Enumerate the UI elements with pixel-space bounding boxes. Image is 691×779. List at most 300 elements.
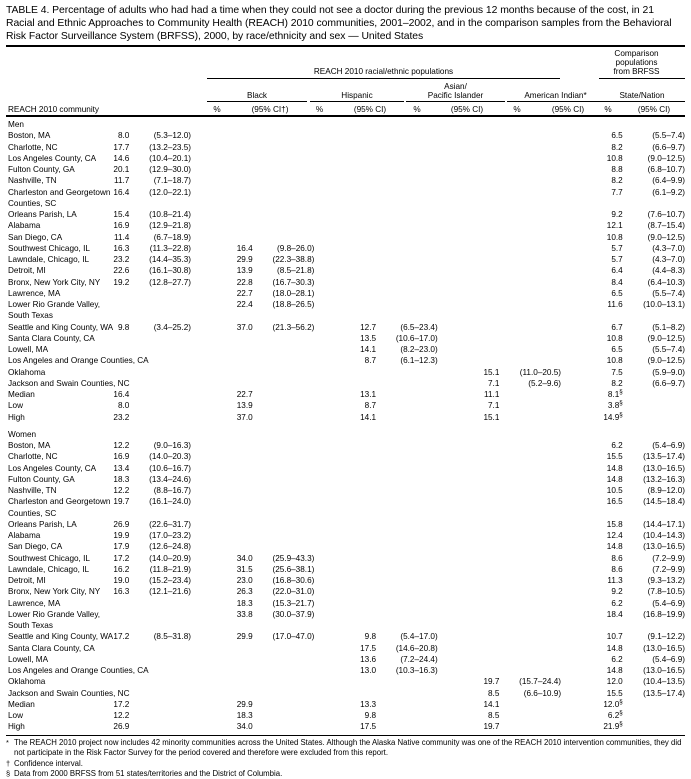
black-ci (129, 676, 191, 687)
american-indian-ci: (6.6–10.9) (523, 688, 562, 698)
hispanic-pct (191, 474, 253, 485)
asian-ci (376, 564, 438, 575)
black-pct: 26.9 (113, 519, 130, 529)
state-nation-ci: (9.0–12.5) (647, 153, 685, 163)
hispanic-ci: (15.3–21.7) (272, 598, 315, 608)
footnote-marker: § (6, 768, 11, 778)
black-ci (129, 412, 191, 423)
asian-pct: 9.8 (364, 632, 377, 642)
black-pct: 12.2 (113, 486, 130, 495)
state-nation-pct: 6.5 (611, 131, 623, 141)
asian-pct (314, 676, 376, 687)
footnote-text: The REACH 2010 project now includes 42 minority communities across the United States. Although the Alaska Native community was one of the REACH 2010 intervention communities, they did not participate in the Risk Factor Survey for the period covered and therefore were excluded from this report. (14, 738, 682, 758)
state-nation-ci (623, 310, 685, 321)
asian-ci (376, 721, 438, 732)
hispanic-pct (191, 198, 253, 209)
black-ci: (6.7–18.9) (153, 232, 192, 242)
american-indian-ci (499, 130, 561, 141)
hispanic-pct (191, 451, 253, 462)
black-pct: 12.2 (113, 711, 130, 720)
state-nation-ci: (16.8–19.9) (643, 609, 685, 619)
asian-ci (376, 254, 438, 265)
asian-pct (314, 530, 376, 541)
black-pct (68, 198, 130, 209)
american-indian-ci (499, 389, 561, 400)
state-nation-pct (561, 508, 623, 519)
black-pct (68, 620, 130, 631)
american-indian-ci (499, 541, 561, 552)
black-pct: 17.2 (113, 699, 130, 709)
asian-ci (376, 519, 438, 530)
asian-ci (376, 299, 438, 310)
black-ci (129, 508, 191, 519)
community-name: Orleans Parish, LA (8, 519, 77, 529)
state-nation-ci: (7.6–10.7) (647, 210, 685, 219)
table-row (6, 130, 685, 141)
table-row (6, 164, 685, 175)
community-name: South Texas (8, 621, 53, 630)
asian-pct: 8.7 (364, 356, 377, 366)
black-ci: (7.1–18.7) (153, 176, 192, 186)
asian-pct (314, 198, 376, 209)
black-ci: (8.8–16.7) (153, 486, 192, 495)
asian-pct (314, 288, 376, 299)
hispanic-pct: 34.0 (236, 722, 253, 732)
american-indian-ci (499, 530, 561, 541)
hispanic-pct (191, 153, 253, 164)
asian-ci (376, 530, 438, 541)
american-indian-ci (499, 620, 561, 631)
american-indian-ci (499, 187, 561, 198)
state-nation-pct: 15.8 (606, 519, 623, 529)
community-name: High (8, 412, 25, 422)
hispanic-ci: (22.3–38.8) (272, 255, 315, 264)
asian-ci (376, 187, 438, 198)
black-pct: 18.3 (113, 474, 130, 484)
header-state-nation-pct: % (604, 105, 612, 114)
hispanic-ci (253, 474, 315, 485)
american-indian-pct (438, 620, 500, 631)
black-pct: 16.2 (113, 564, 130, 574)
table-row (6, 175, 685, 186)
american-indian-pct (438, 130, 500, 141)
asian-pct (314, 474, 376, 485)
state-nation-pct: 8.6 (611, 553, 623, 563)
american-indian-ci (499, 299, 561, 310)
state-nation-ci: (5.5–7.4) (652, 288, 685, 298)
state-nation-ci: (14.4–17.1) (643, 519, 685, 529)
american-indian-ci (499, 209, 561, 220)
asian-pct: 13.1 (360, 390, 377, 399)
state-nation-pct: 8.4 (611, 277, 623, 287)
community-name: Lawndale, Chicago, IL (8, 255, 90, 264)
american-indian-pct (438, 277, 500, 288)
hispanic-ci (253, 530, 315, 541)
black-pct: 16.3 (113, 587, 130, 597)
hispanic-ci (253, 220, 315, 231)
header-group-reach: REACH 2010 racial/ethnic populations (313, 67, 454, 76)
state-nation-ci: (9.0–12.5) (647, 333, 685, 343)
hispanic-ci (253, 367, 315, 378)
header-asian-ci: (95% CI) (450, 105, 484, 114)
black-ci (129, 710, 191, 721)
hispanic-pct: 29.9 (236, 699, 253, 709)
american-indian-ci (499, 721, 561, 732)
hispanic-ci: (21.3–56.2) (272, 322, 315, 332)
asian-ci (376, 575, 438, 586)
american-indian-ci (499, 355, 561, 366)
table-row (6, 310, 685, 321)
table-row (6, 575, 685, 586)
hispanic-pct (191, 344, 253, 355)
state-nation-pct: 10.8 (606, 153, 623, 163)
american-indian-ci (499, 496, 561, 507)
black-ci: (12.8–27.7) (149, 277, 192, 287)
black-ci: (12.9–30.0) (149, 165, 192, 174)
state-nation-pct: 14.8 (606, 542, 623, 552)
black-pct: 11.4 (114, 232, 130, 242)
black-pct: 17.2 (113, 553, 130, 563)
hispanic-pct (191, 220, 253, 231)
community-name: Charleston and Georgetown (8, 497, 111, 507)
american-indian-pct: 11.1 (484, 390, 500, 399)
state-nation-pct: 8.8 (611, 165, 623, 174)
black-pct: 14.6 (113, 153, 130, 163)
asian-ci (376, 496, 438, 507)
hispanic-ci (253, 688, 315, 699)
american-indian-pct (438, 474, 500, 485)
hispanic-ci (253, 355, 315, 366)
community-name: Jackson and Swain Counties, NC (8, 688, 130, 698)
asian-pct (314, 609, 376, 620)
asian-pct (314, 243, 376, 254)
hispanic-pct (191, 508, 253, 519)
hispanic-pct (191, 164, 253, 175)
american-indian-pct (438, 232, 500, 243)
asian-pct: 13.3 (360, 699, 377, 709)
table-row (6, 586, 685, 597)
hispanic-pct: 22.8 (236, 277, 253, 287)
state-nation-pct: 8.2 (611, 176, 623, 186)
hispanic-ci (253, 209, 315, 220)
black-ci (129, 344, 191, 355)
asian-pct: 8.7 (364, 401, 377, 411)
table-row (6, 654, 685, 665)
state-nation-ci: (6.8–10.7) (647, 165, 685, 174)
american-indian-ci (499, 243, 561, 254)
community-name: Counties, SC (8, 508, 57, 518)
hispanic-pct (191, 130, 253, 141)
black-ci: (17.0–23.2) (149, 531, 192, 540)
state-nation-ci: (10.4–14.3) (643, 531, 685, 540)
asian-ci (376, 609, 438, 620)
american-indian-pct (438, 333, 500, 344)
black-ci: (12.1–21.6) (149, 587, 192, 597)
community-name: Lawrence, MA (8, 598, 61, 608)
community-name: Los Angeles County, CA (8, 463, 97, 473)
asian-ci (376, 598, 438, 609)
state-nation-ci: (7.2–9.9) (652, 553, 685, 563)
black-pct: 19.0 (113, 576, 130, 585)
state-nation-pct: 14.9§ (603, 410, 623, 422)
hispanic-ci (253, 389, 315, 400)
american-indian-pct (438, 355, 500, 366)
american-indian-ci (499, 265, 561, 276)
asian-ci (376, 310, 438, 321)
state-nation-ci: (5.1–8.2) (652, 322, 685, 332)
black-pct (68, 508, 130, 519)
asian-ci (376, 378, 438, 389)
american-indian-pct (438, 485, 500, 496)
community-name: Southwest Chicago, IL (8, 243, 90, 253)
hispanic-ci (253, 412, 315, 423)
state-nation-pct: 6.2§ (607, 709, 623, 720)
black-pct: 8.0 (117, 401, 130, 411)
header-group-brfss-line1: Comparison (614, 49, 659, 58)
community-name: Seattle and King County, WA (8, 322, 114, 332)
asian-pct: 9.8 (364, 711, 377, 720)
asian-ci (376, 710, 438, 721)
state-nation-pct: 7.7 (611, 187, 623, 197)
black-ci: (8.5–31.8) (153, 632, 192, 642)
hispanic-ci (253, 153, 315, 164)
state-nation-pct: 6.5 (611, 288, 623, 298)
black-pct (68, 344, 130, 355)
american-indian-pct: 7.1 (487, 378, 500, 388)
black-ci: (14.0–20.3) (149, 452, 192, 462)
asian-pct (314, 463, 376, 474)
table-row (6, 254, 685, 265)
hispanic-pct: 33.8 (236, 609, 253, 619)
community-name: Counties, SC (8, 198, 57, 208)
hispanic-ci (253, 721, 315, 732)
american-indian-ci (499, 643, 561, 654)
asian-pct (314, 496, 376, 507)
state-nation-subrule (599, 101, 685, 102)
community-name: Santa Clara County, CA (8, 333, 95, 343)
american-indian-pct (438, 322, 500, 333)
community-name: Lower Rio Grande Valley, (8, 300, 101, 309)
state-nation-ci: (6.4–10.3) (647, 277, 685, 287)
table-row (6, 721, 685, 732)
state-nation-pct: 8.1§ (607, 388, 623, 399)
black-ci: (15.2–23.4) (149, 576, 192, 585)
header-bottom-rule (6, 115, 685, 117)
asian-ci (376, 620, 438, 631)
hispanic-pct (191, 187, 253, 198)
asian-ci (376, 164, 438, 175)
reach-group-rule (207, 78, 560, 79)
american-indian-pct (438, 142, 500, 153)
hispanic-pct (191, 620, 253, 631)
american-indian-pct (438, 209, 500, 220)
page-title: TABLE 4. Percentage of adults who had had a time when they could not see a doctor during the previous 12 months because of the cost, in 21 Racial and Ethnic Approaches to Community Health (REACH) 2010 communities, 2001–2002, and in the comparison samples from the Behavioral Risk Factor Surveillance System (BRFSS), 2000, by race/ethnicity and sex — United States (6, 5, 672, 42)
footnote-marker: § (619, 720, 623, 728)
american-indian-ci (499, 631, 561, 642)
table-row (6, 676, 685, 687)
american-indian-pct: 19.7 (483, 677, 500, 687)
american-indian-ci: (11.0–20.5) (519, 367, 562, 377)
state-nation-pct: 11.3 (607, 576, 623, 585)
american-indian-pct: 14.1 (483, 699, 500, 709)
hispanic-ci (253, 541, 315, 552)
state-nation-ci: (10.0–13.1) (643, 300, 685, 309)
american-indian-pct: 19.7 (483, 722, 500, 732)
american-indian-pct (438, 198, 500, 209)
hispanic-pct (191, 643, 253, 654)
hispanic-pct (191, 688, 253, 699)
hispanic-ci: (16.8–30.6) (272, 576, 315, 585)
black-pct: 19.7 (113, 497, 130, 507)
asian-ci (376, 400, 438, 411)
american-indian-ci (499, 553, 561, 564)
community-name: Lower Rio Grande Valley, (8, 609, 101, 619)
american-indian-ci (499, 609, 561, 620)
community-name: Median (8, 390, 35, 399)
state-nation-pct: 8.2 (611, 378, 623, 388)
asian-pct (314, 164, 376, 175)
black-ci: (12.6–24.8) (149, 542, 192, 552)
black-pct: 16.4 (113, 390, 130, 399)
black-pct: 17.7 (113, 142, 130, 152)
state-nation-pct: 14.8 (606, 643, 623, 653)
state-nation-pct: 9.2 (611, 210, 623, 219)
asian-ci: (6.5–23.4) (400, 322, 438, 332)
hispanic-ci (253, 710, 315, 721)
american-indian-ci (499, 412, 561, 423)
black-ci (129, 333, 191, 344)
table-row (6, 541, 685, 552)
asian-ci (376, 412, 438, 423)
american-indian-pct (438, 265, 500, 276)
asian-pct (314, 688, 376, 699)
asian-ci (376, 277, 438, 288)
american-indian-ci (499, 175, 561, 186)
american-indian-pct (438, 665, 500, 676)
community-name: Fulton County, GA (8, 474, 75, 484)
hispanic-pct: 22.4 (236, 300, 253, 309)
state-nation-pct: 10.5 (606, 486, 623, 495)
hispanic-ci (253, 665, 315, 676)
table-row (6, 265, 685, 276)
footnote-marker: § (619, 709, 623, 717)
black-pct: 23.2 (113, 255, 130, 264)
black-ci (129, 198, 191, 209)
black-ci: (10.4–20.1) (149, 153, 192, 163)
community-name: Nashville, TN (8, 486, 57, 495)
american-indian-pct (438, 344, 500, 355)
community-name: San Diego, CA (8, 542, 63, 552)
black-pct: 26.9 (113, 722, 130, 732)
state-nation-ci: (5.5–7.4) (652, 131, 685, 141)
community-name: Los Angeles and Orange Counties, CA (8, 666, 149, 675)
state-nation-ci: (5.4–6.9) (652, 598, 685, 608)
state-nation-pct: 5.7 (611, 255, 623, 264)
hispanic-ci (253, 699, 315, 710)
asian-pct (314, 575, 376, 586)
american-indian-ci (499, 463, 561, 474)
american-indian-ci (499, 575, 561, 586)
hispanic-ci: (16.7–30.3) (272, 277, 315, 287)
black-pct: 16.9 (113, 221, 130, 231)
table-row (6, 232, 685, 243)
american-indian-pct: 15.1 (483, 367, 500, 377)
table-row (6, 485, 685, 496)
black-pct (68, 654, 130, 665)
table-row (6, 451, 685, 462)
hispanic-pct (191, 463, 253, 474)
table-row (6, 474, 685, 485)
community-name: Los Angeles and Orange Counties, CA (8, 356, 149, 366)
american-indian-pct: 7.1 (487, 401, 500, 411)
american-indian-pct (438, 519, 500, 530)
table-body (6, 119, 685, 733)
table-row (6, 665, 685, 676)
asian-pct (314, 485, 376, 496)
hispanic-pct (191, 175, 253, 186)
asian-pct (314, 299, 376, 310)
american-indian-pct (438, 153, 500, 164)
hispanic-pct (191, 209, 253, 220)
hispanic-ci (253, 187, 315, 198)
table-row (6, 367, 685, 378)
black-ci (129, 598, 191, 609)
hispanic-ci (253, 400, 315, 411)
american-indian-pct: 8.5 (487, 688, 500, 698)
american-indian-pct (438, 530, 500, 541)
section-header-row (6, 119, 685, 130)
footnote (6, 738, 685, 759)
hispanic-pct (191, 541, 253, 552)
asian-pct (314, 586, 376, 597)
hispanic-ci (253, 378, 315, 389)
black-pct: 22.6 (113, 266, 130, 276)
hispanic-pct (191, 654, 253, 665)
table-row (6, 598, 685, 609)
black-ci: (12.0–22.1) (149, 187, 192, 197)
asian-pct: 13.6 (360, 654, 377, 664)
header-hispanic-pct: % (315, 105, 324, 114)
asian-ci (376, 232, 438, 243)
american-indian-pct: 8.5 (487, 711, 500, 720)
asian-pct (314, 620, 376, 631)
table-row (6, 243, 685, 254)
state-nation-pct: 12.0 (606, 677, 623, 687)
header-top-rule (6, 45, 685, 47)
footnote (6, 759, 685, 769)
american-indian-pct (438, 310, 500, 321)
header-col-hispanic: Hispanic (341, 91, 373, 100)
american-indian-pct (438, 553, 500, 564)
asian-pct (314, 209, 376, 220)
community-name: Santa Clara County, CA (8, 643, 95, 653)
state-nation-pct: 9.2 (611, 587, 623, 597)
hispanic-ci (253, 463, 315, 474)
asian-pct: 14.1 (360, 345, 377, 354)
hispanic-pct (191, 530, 253, 541)
state-nation-ci (623, 710, 685, 721)
reach-data-table (6, 119, 685, 733)
american-indian-ci: (15.7–24.4) (519, 677, 562, 687)
state-nation-ci: (13.5–17.4) (643, 452, 685, 462)
state-nation-ci (623, 400, 685, 411)
asian-pct (314, 254, 376, 265)
black-pct (68, 598, 130, 609)
community-name: Boston, MA (8, 131, 51, 141)
community-name: Alabama (8, 221, 41, 231)
black-pct: 15.4 (113, 210, 130, 219)
black-ci (129, 699, 191, 710)
